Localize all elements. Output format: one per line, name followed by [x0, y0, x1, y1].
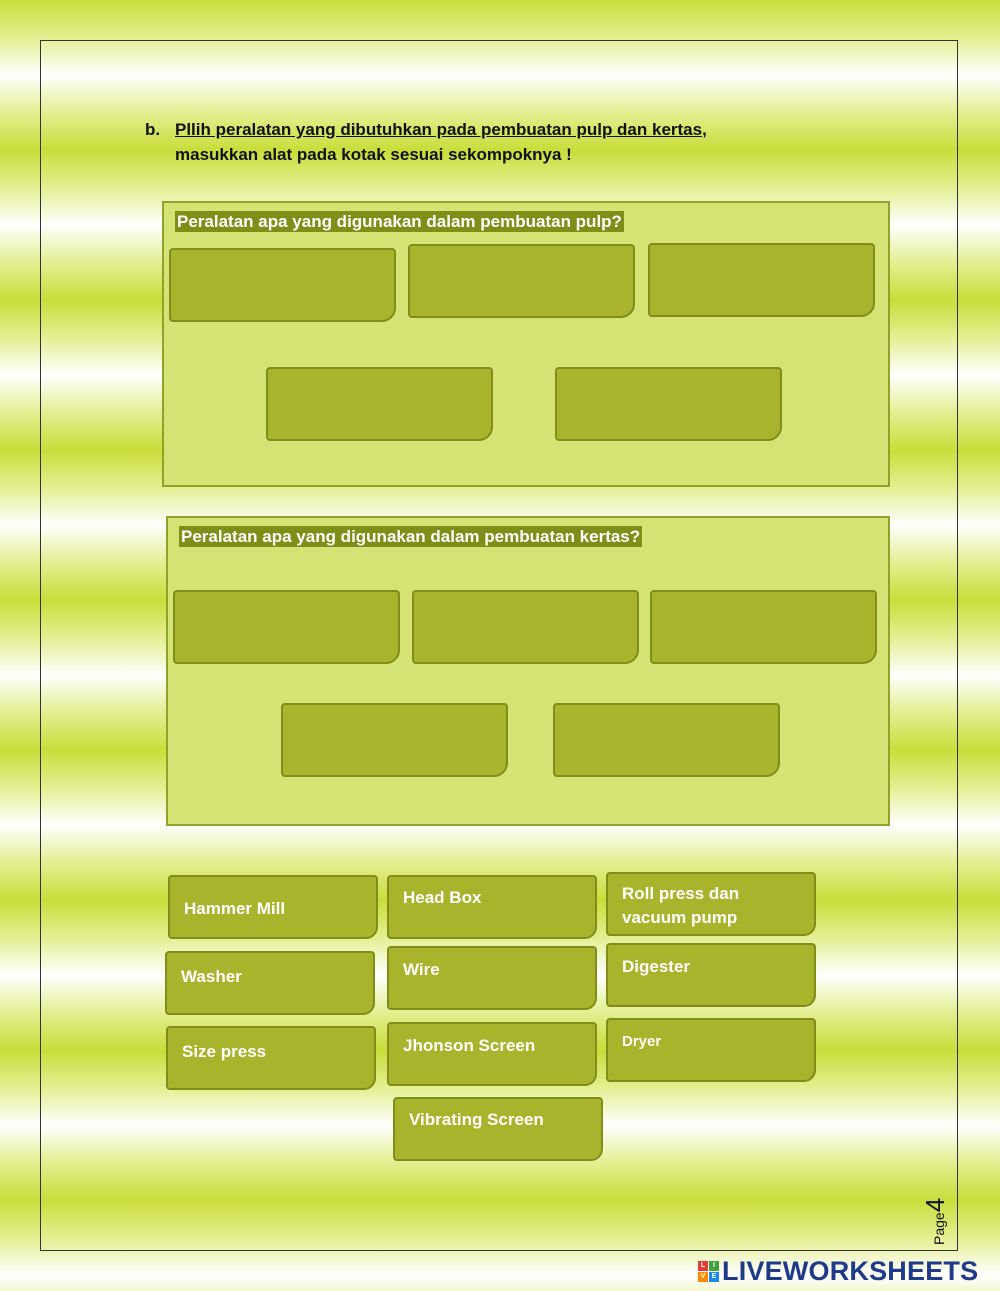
- answer-card-hammer-mill[interactable]: Hammer Mill: [168, 875, 378, 939]
- paper-panel-title: Peralatan apa yang digunakan dalam pembuatan kertas?: [181, 527, 641, 546]
- paper-drop-zone[interactable]: [173, 590, 400, 664]
- answer-card-roll-press[interactable]: Roll press dan vacuum pump: [606, 872, 816, 936]
- pulp-panel-title: Peralatan apa yang digunakan dalam pembuatan pulp?: [177, 212, 622, 231]
- logo-letter-v: V: [698, 1272, 708, 1282]
- page-number-value: 4: [920, 1197, 950, 1213]
- liveworksheets-logo: [698, 1256, 978, 1286]
- answer-card-size-press[interactable]: Size press: [166, 1026, 376, 1090]
- liveworksheets-wordmark: LIVEWORKSHEETS: [722, 1255, 979, 1286]
- instruction-text-1: Pllih peralatan yang dibutuhkan pada pembuatan pulp dan kertas,: [175, 120, 707, 139]
- paper-drop-zone[interactable]: [412, 590, 639, 664]
- page-number: [920, 1198, 951, 1245]
- pulp-drop-zone[interactable]: [266, 367, 493, 441]
- pulp-drop-zone[interactable]: [408, 244, 635, 318]
- instruction-bullet: b.: [145, 120, 161, 139]
- answer-card-jhonson-screen[interactable]: Jhonson Screen: [387, 1022, 597, 1086]
- pulp-drop-zone[interactable]: [555, 367, 782, 441]
- pulp-drop-zone[interactable]: [169, 248, 396, 322]
- instruction-line-2: masukkan alat pada kotak sesuai sekompoknya !: [175, 145, 572, 164]
- liveworksheets-logo-icon: [698, 1261, 719, 1282]
- logo-letter-l: L: [698, 1261, 708, 1271]
- answer-card-washer[interactable]: Washer: [165, 951, 375, 1015]
- page-label: Page: [931, 1212, 947, 1245]
- answer-card-wire[interactable]: Wire: [387, 946, 597, 1010]
- answer-card-digester[interactable]: Digester: [606, 943, 816, 1007]
- pulp-drop-zone[interactable]: [648, 243, 875, 317]
- logo-letter-i: I: [709, 1261, 719, 1271]
- logo-letter-e: E: [709, 1272, 719, 1282]
- paper-drop-zone[interactable]: [650, 590, 877, 664]
- answer-card-dryer[interactable]: Dryer: [606, 1018, 816, 1082]
- answer-card-head-box[interactable]: Head Box: [387, 875, 597, 939]
- instruction-line-1: [145, 120, 707, 140]
- paper-drop-zone[interactable]: [281, 703, 508, 777]
- paper-drop-zone[interactable]: [553, 703, 780, 777]
- pulp-panel: [162, 201, 890, 487]
- paper-panel: [166, 516, 890, 826]
- answer-card-vibrating-screen[interactable]: Vibrating Screen: [393, 1097, 603, 1161]
